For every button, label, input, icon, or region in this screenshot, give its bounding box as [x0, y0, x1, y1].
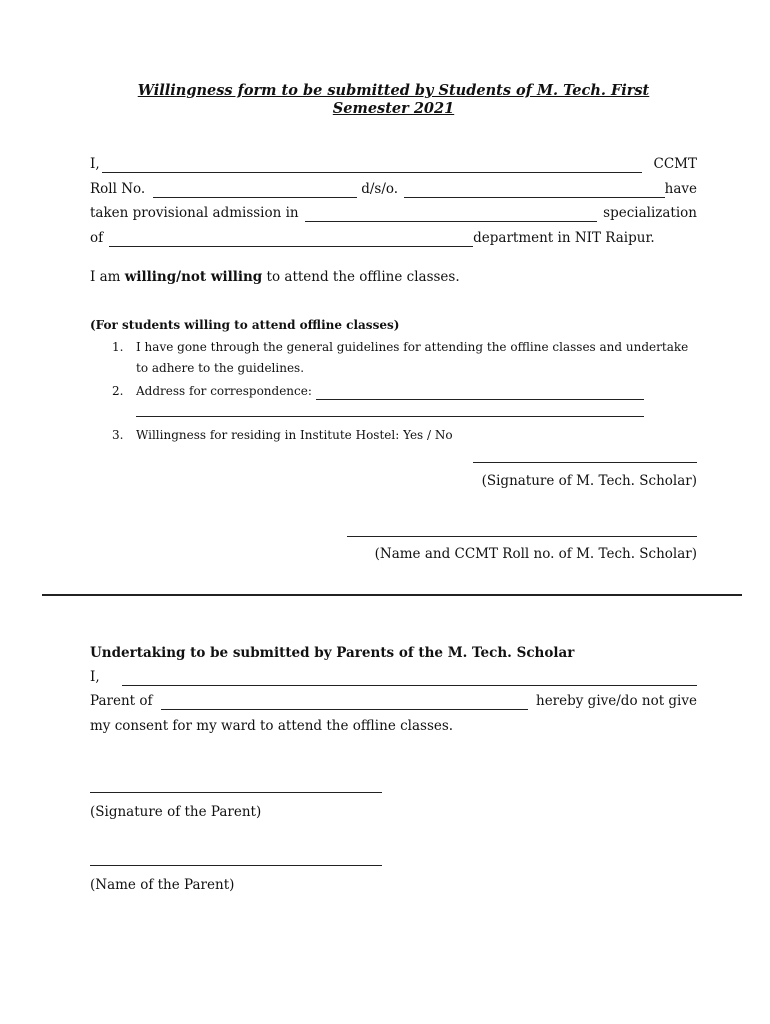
consent-suffix: hereby give/do not give — [536, 693, 697, 709]
section-divider — [42, 594, 742, 596]
parent-of-row — [90, 692, 697, 710]
hostel-willingness: Willingness for residing in Institute Hostel: Yes / No — [136, 428, 453, 442]
parent-i-prefix: I, — [90, 669, 100, 685]
roll-no-field[interactable] — [153, 185, 357, 198]
department-field[interactable] — [109, 234, 473, 247]
roll-no-label: Roll No. — [90, 181, 146, 197]
of-label: of — [90, 230, 104, 246]
ccmt-label: CCMT — [653, 156, 697, 172]
consent-line-2: my consent for my ward to attend the offline classes. — [90, 718, 454, 734]
item-1-line-1: I have gone through the general guidelines for attending the offline classes and undertake — [136, 340, 689, 354]
student-signature-label: (Signature of M. Tech. Scholar) — [481, 473, 697, 489]
student-signature-line[interactable] — [473, 462, 697, 463]
item-1-line-2: to adhere to the guidelines. — [136, 361, 305, 375]
parent-of-label: Parent of — [90, 693, 153, 709]
item-2-number: 2. — [112, 384, 124, 398]
student-name-roll-label: (Name and CCMT Roll no. of M. Tech. Scholar) — [374, 546, 697, 562]
item-1-number: 1. — [112, 340, 124, 354]
admission-row — [90, 204, 697, 222]
form-title — [90, 82, 697, 118]
student-name-row — [90, 155, 697, 173]
address-field-1[interactable] — [316, 387, 644, 400]
taken-admission-label: taken provisional admission in — [90, 205, 299, 221]
roll-dso-row — [90, 180, 697, 198]
parent-name-line[interactable] — [90, 865, 382, 866]
title-line-1: Willingness form to be submitted by Students of M. Tech. First — [137, 82, 650, 99]
willing-option: willing/not willing — [124, 269, 263, 285]
department-label: department in NIT Raipur. — [473, 230, 655, 246]
parent-signature-label: (Signature of the Parent) — [90, 804, 262, 820]
willing-students-heading: (For students willing to attend offline classes) — [90, 318, 400, 332]
ward-name-field[interactable] — [161, 697, 528, 710]
parent-heading: Undertaking to be submitted by Parents of the M. Tech. Scholar — [90, 645, 575, 661]
address-field-2[interactable] — [136, 416, 644, 417]
parent-name-field[interactable] — [122, 673, 697, 686]
item-3-number: 3. — [112, 428, 124, 442]
admission-field[interactable] — [305, 209, 598, 222]
dso-field[interactable] — [404, 185, 665, 198]
parent-name-row — [90, 668, 697, 686]
dso-label: d/s/o. — [361, 181, 399, 197]
address-row — [136, 382, 644, 400]
specialization-label: specialization — [603, 205, 697, 221]
willingness-statement — [90, 268, 697, 286]
student-name-field[interactable] — [102, 160, 642, 173]
i-prefix: I, — [90, 156, 100, 172]
parent-signature-line[interactable] — [90, 792, 382, 793]
department-row — [90, 229, 697, 247]
i-am-label: I am — [90, 269, 121, 285]
attend-offline-label: to attend the offline classes. — [266, 269, 460, 285]
address-label: Address for correspondence: — [136, 384, 312, 398]
have-label: have — [664, 181, 697, 197]
parent-name-label: (Name of the Parent) — [90, 877, 235, 893]
student-name-roll-line[interactable] — [347, 536, 697, 537]
title-line-2: Semester 2021 — [332, 100, 455, 117]
